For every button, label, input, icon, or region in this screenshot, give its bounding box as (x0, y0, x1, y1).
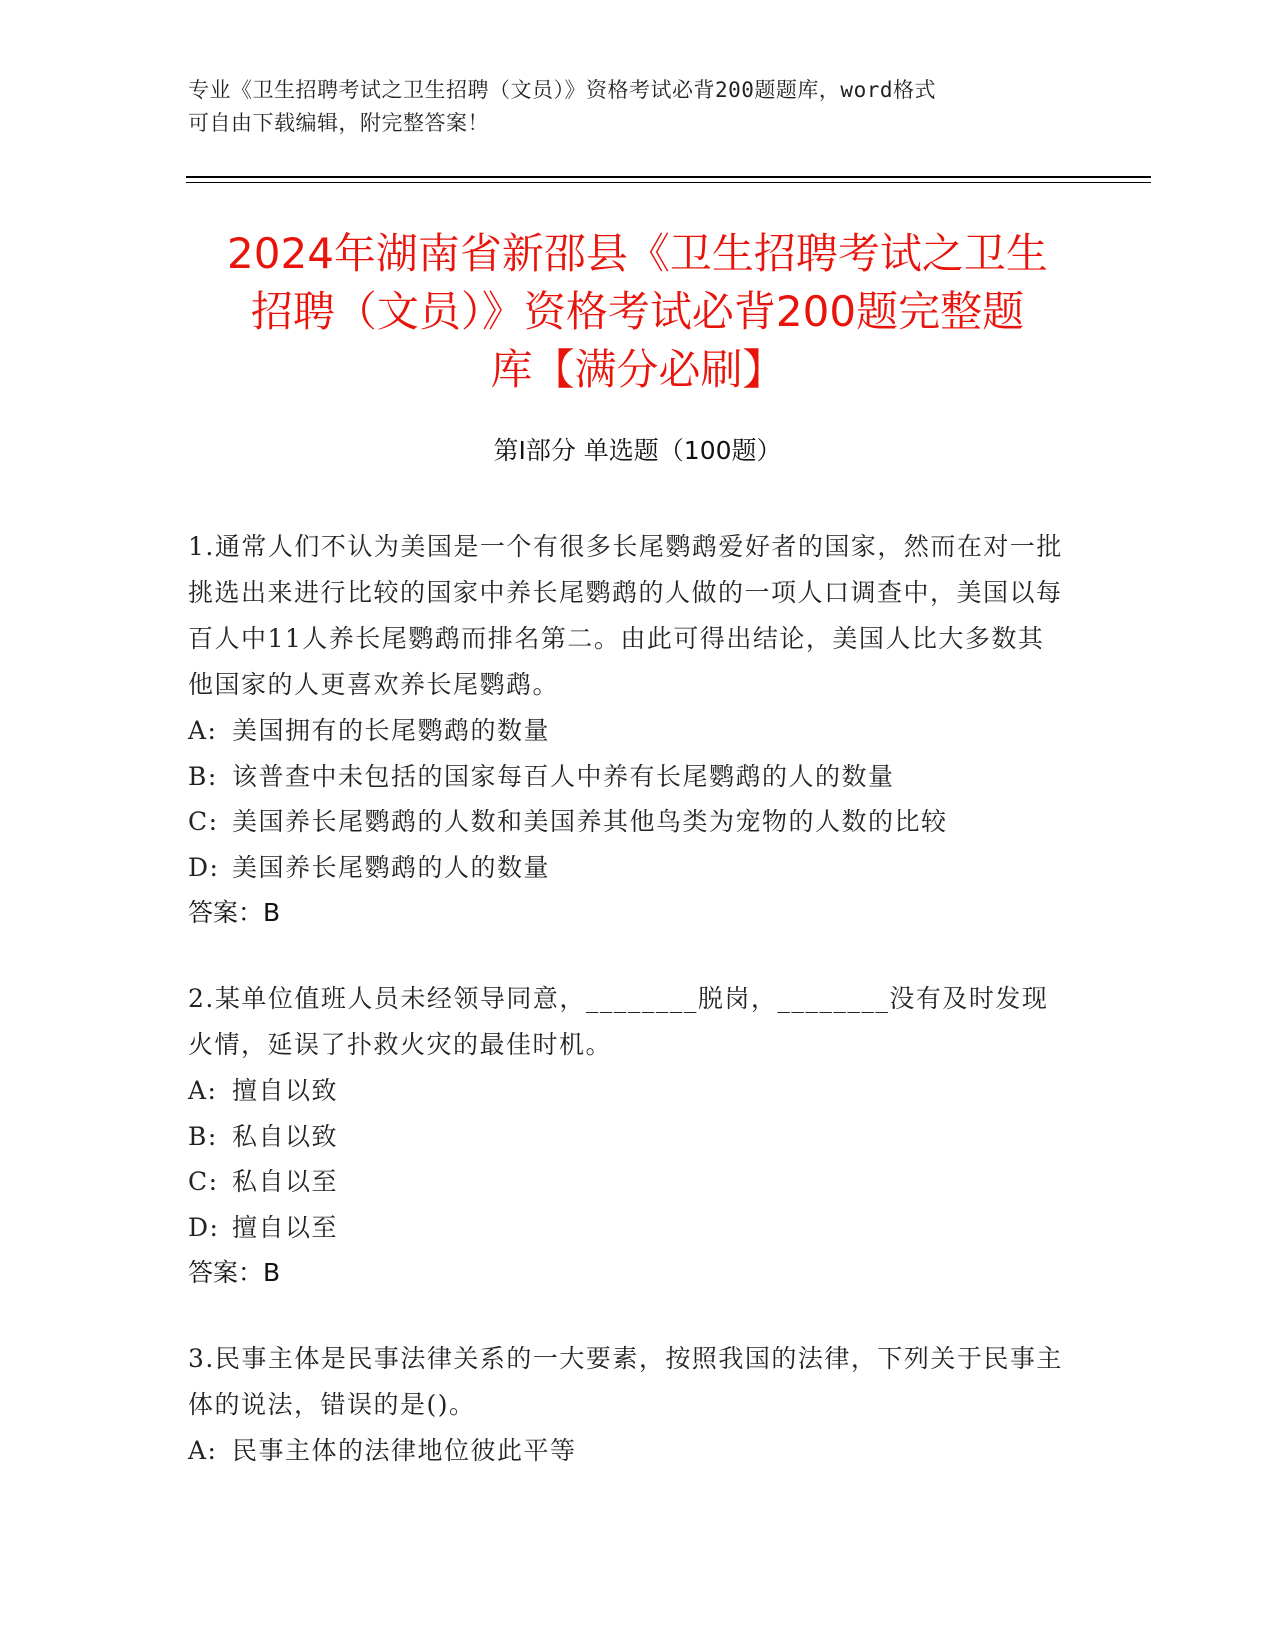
document-title-line-1: 2024年湖南省新邵县《卫生招聘考试之卫生 (227, 229, 1048, 278)
header-note-line-1: 专业《卫生招聘考试之卫生招聘（文员）》资格考试必背200题题库，word格式 (188, 78, 936, 102)
section-title: 第I部分 单选题（100题） (493, 436, 782, 465)
option-c (188, 1159, 1068, 1205)
header-divider-thick (186, 176, 1151, 178)
option-key: C: (188, 1167, 219, 1196)
option-a (188, 1428, 1068, 1474)
option-text: 擅自以至 (232, 1212, 339, 1242)
option-key: A: (188, 1076, 218, 1105)
option-key: D: (188, 1212, 220, 1242)
document-title-line-2: 招聘（文员）》资格考试必背200题完整题 (250, 287, 1025, 336)
question-3 (188, 1336, 1068, 1474)
option-a (188, 1068, 1068, 1114)
question-stem: 2.某单位值班人员未经领导同意，________脱岗，________没有及时发现火情，延误了扑救火灾的最佳时机。 (188, 984, 1049, 1059)
option-key: B: (188, 1121, 218, 1151)
option-key: A: (188, 1436, 218, 1465)
question-answer: 答案：B (188, 1258, 281, 1287)
option-text: 私自以至 (232, 1167, 339, 1196)
header-note (188, 74, 1068, 140)
option-text: 该普查中未包括的国家每百人中养有长尾鹦鹉的人的数量 (232, 761, 895, 791)
option-text: 美国养长尾鹦鹉的人数和美国养其他鸟类为宠物的人数的比较 (232, 807, 948, 836)
option-d (188, 845, 1068, 891)
option-b (188, 1114, 1068, 1160)
option-text: 美国养长尾鹦鹉的人的数量 (232, 852, 551, 882)
document-title (160, 225, 1115, 399)
option-key: B: (188, 761, 218, 791)
option-text: 民事主体的法律地位彼此平等 (232, 1436, 577, 1465)
question-stem: 3.民事主体是民事法律关系的一大要素，按照我国的法律，下列关于民事主体的说法，错误的是()。 (188, 1344, 1063, 1419)
option-c (188, 799, 1068, 845)
question-1 (188, 524, 1068, 936)
option-d (188, 1205, 1068, 1251)
option-text: 美国拥有的长尾鹦鹉的数量 (232, 716, 551, 745)
option-b (188, 754, 1068, 800)
option-key: A: (188, 716, 218, 745)
document-title-line-3: 库【满分必刷】 (490, 345, 785, 394)
option-text: 擅自以致 (232, 1076, 339, 1105)
option-key: D: (188, 852, 220, 882)
option-text: 私自以致 (232, 1121, 339, 1151)
question-answer: 答案：B (188, 898, 281, 927)
header-note-line-2: 可自由下载编辑，附完整答案！ (188, 111, 489, 135)
option-key: C: (188, 807, 219, 836)
question-stem: 1.通常人们不认为美国是一个有很多长尾鹦鹉爱好者的国家，然而在对一批挑选出来进行比较的国家中养长尾鹦鹉的人做的一项人口调查中，美国以每百人中11人养长尾鹦鹉而排名第二。由此可得出结论，美国人比大多数其他国家的人更喜欢养长尾鹦鹉。 (188, 532, 1063, 699)
header-divider-thin (186, 182, 1151, 183)
option-a (188, 708, 1068, 754)
question-2 (188, 976, 1068, 1296)
